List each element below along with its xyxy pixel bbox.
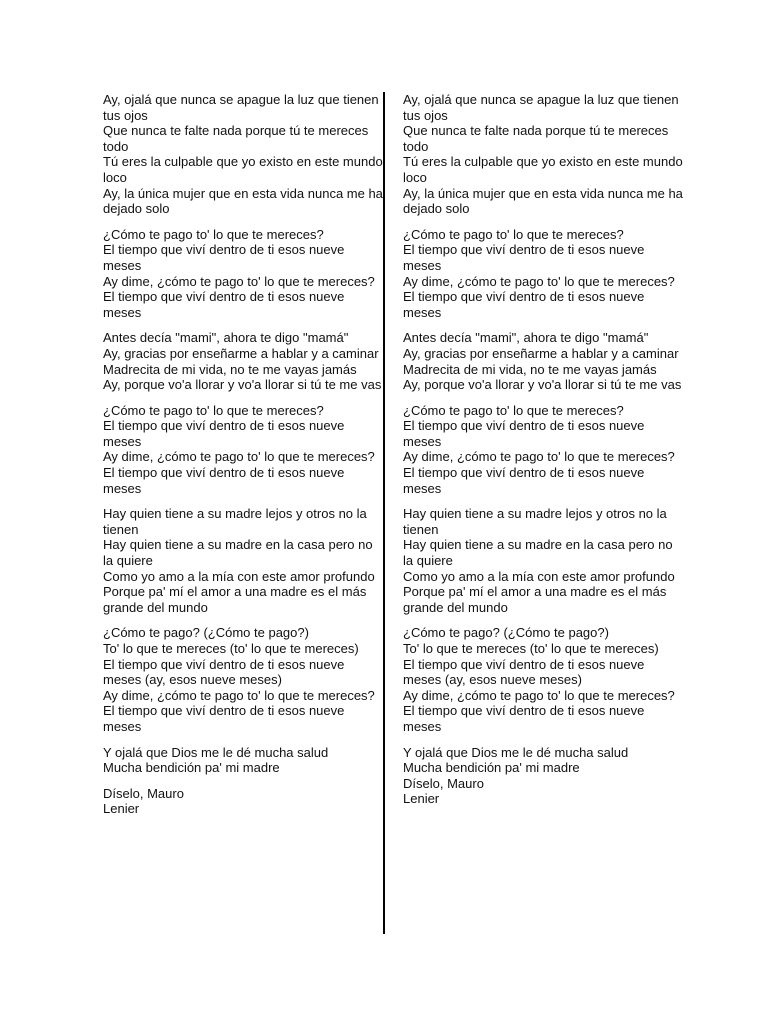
lyrics-line: Ay, la única mujer que en esta vida nunca me ha dejado solo (403, 185, 683, 217)
lyrics-stanza (403, 403, 685, 497)
lyrics-stanza (403, 92, 685, 217)
lyrics-line: El tiempo que viví dentro de ti esos nueve meses (ay, esos nueve meses) (403, 656, 645, 688)
lyrics-stanza (403, 625, 685, 734)
lyrics-line: Que nunca te falte nada porque tú te mereces todo (103, 123, 369, 154)
lyrics-line: El tiempo que viví dentro de ti esos nueve meses (403, 242, 645, 273)
lyrics-line: ¿Cómo te pago to' lo que te mereces? (403, 226, 624, 242)
lyrics-line: El tiempo que viví dentro de ti esos nueve meses (103, 418, 345, 449)
lyrics-line: Hay quien tiene a su madre lejos y otros no la tienen (103, 506, 367, 537)
lyrics-line: ¿Cómo te pago to' lo que te mereces? (103, 402, 324, 418)
lyrics-line: Ay, ojalá que nunca se apague la luz que tienen tus ojos (103, 92, 379, 123)
lyrics-line: Ay dime, ¿cómo te pago to' lo que te mereces? (403, 273, 675, 289)
lyrics-line: Díselo, Mauro (403, 775, 484, 791)
lyrics-line: El tiempo que viví dentro de ti esos nueve meses (103, 703, 345, 734)
lyrics-line: ¿Cómo te pago? (¿Cómo te pago?) (403, 625, 609, 641)
lyrics-line: Hay quien tiene a su madre en la casa pero no la quiere (403, 537, 673, 569)
lyrics-line: Porque pa' mí el amor a una madre es el más grande del mundo (403, 584, 667, 615)
lyrics-line: Y ojalá que Dios me le dé mucha salud (403, 744, 629, 760)
lyrics-line: Ay, porque vo'a llorar y vo'a llorar si tú te me vas (403, 377, 682, 393)
lyrics-stanza (103, 92, 385, 217)
lyrics-stanza (103, 786, 385, 817)
lyrics-stanza (403, 745, 685, 807)
lyrics-stanza (103, 227, 385, 321)
lyrics-column-right (403, 92, 685, 817)
lyrics-line: Madrecita de mi vida, no te me vayas jamás (103, 361, 357, 377)
lyrics-line: Ay, porque vo'a llorar y vo'a llorar si tú te me vas (103, 377, 382, 393)
lyrics-line: Ay dime, ¿cómo te pago to' lo que te mereces? (103, 273, 375, 289)
lyrics-line: Mucha bendición pa' mi madre (103, 760, 280, 776)
lyrics-stanza (403, 330, 685, 392)
lyrics-line: El tiempo que viví dentro de ti esos nueve meses (103, 465, 345, 496)
lyrics-line: Porque pa' mí el amor a una madre es el más grande del mundo (103, 584, 367, 615)
lyrics-line: Lenier (403, 791, 440, 807)
lyrics-line: Lenier (103, 801, 140, 817)
lyrics-line: El tiempo que viví dentro de ti esos nueve meses (403, 289, 645, 320)
lyrics-line: Como yo amo a la mía con este amor profundo (403, 568, 675, 584)
lyrics-line: El tiempo que viví dentro de ti esos nueve meses (103, 242, 345, 273)
lyrics-line: Ay dime, ¿cómo te pago to' lo que te mereces? (103, 449, 375, 465)
lyrics-line: Que nunca te falte nada porque tú te mereces todo (403, 123, 669, 154)
lyrics-stanza (403, 506, 685, 615)
lyrics-line: Hay quien tiene a su madre en la casa pero no la quiere (103, 537, 373, 569)
lyrics-line: Ay dime, ¿cómo te pago to' lo que te mereces? (103, 687, 375, 703)
lyrics-line: Antes decía "mami", ahora te digo "mamá" (403, 330, 649, 346)
lyrics-stanza (103, 506, 385, 615)
lyrics-line: El tiempo que viví dentro de ti esos nueve meses (103, 289, 345, 320)
lyrics-line: Y ojalá que Dios me le dé mucha salud (103, 744, 329, 760)
lyrics-line: Ay, gracias por enseñarme a hablar y a caminar (403, 345, 679, 361)
lyrics-stanza (403, 227, 685, 321)
lyrics-line: El tiempo que viví dentro de ti esos nueve meses (403, 418, 645, 449)
lyrics-stanza (103, 745, 385, 776)
lyrics-line: Como yo amo a la mía con este amor profundo (103, 568, 375, 584)
lyrics-line: ¿Cómo te pago? (¿Cómo te pago?) (103, 625, 309, 641)
lyrics-stanza (103, 625, 385, 734)
lyrics-line: Hay quien tiene a su madre lejos y otros no la tienen (403, 506, 667, 537)
lyrics-line: ¿Cómo te pago to' lo que te mereces? (103, 226, 324, 242)
lyrics-stanza (103, 403, 385, 497)
lyrics-line: ¿Cómo te pago to' lo que te mereces? (403, 402, 624, 418)
lyrics-line: Antes decía "mami", ahora te digo "mamá" (103, 330, 349, 346)
lyrics-line: Díselo, Mauro (103, 785, 184, 801)
column-divider (383, 92, 385, 934)
lyrics-line: Ay, la única mujer que en esta vida nunca me ha dejado solo (103, 185, 383, 217)
lyrics-line: Ay dime, ¿cómo te pago to' lo que te mereces? (403, 449, 675, 465)
lyrics-line: To' lo que te mereces (to' lo que te mereces) (403, 641, 659, 656)
lyrics-line: Ay, gracias por enseñarme a hablar y a caminar (103, 345, 379, 361)
lyrics-line: To' lo que te mereces (to' lo que te mereces) (103, 641, 359, 656)
lyrics-line: Ay, ojalá que nunca se apague la luz que tienen tus ojos (403, 92, 679, 123)
lyrics-line: Madrecita de mi vida, no te me vayas jamás (403, 361, 657, 377)
lyrics-line: El tiempo que viví dentro de ti esos nueve meses (403, 703, 645, 734)
lyrics-line: El tiempo que viví dentro de ti esos nueve meses (ay, esos nueve meses) (103, 656, 345, 688)
lyrics-column-left (103, 92, 385, 827)
lyrics-line: Ay dime, ¿cómo te pago to' lo que te mereces? (403, 687, 675, 703)
lyrics-line: El tiempo que viví dentro de ti esos nueve meses (403, 465, 645, 496)
lyrics-line: Mucha bendición pa' mi madre (403, 760, 580, 776)
lyrics-line: Tú eres la culpable que yo existo en este mundo loco (103, 154, 383, 185)
lyrics-stanza (103, 330, 385, 392)
lyrics-line: Tú eres la culpable que yo existo en este mundo loco (403, 154, 683, 185)
